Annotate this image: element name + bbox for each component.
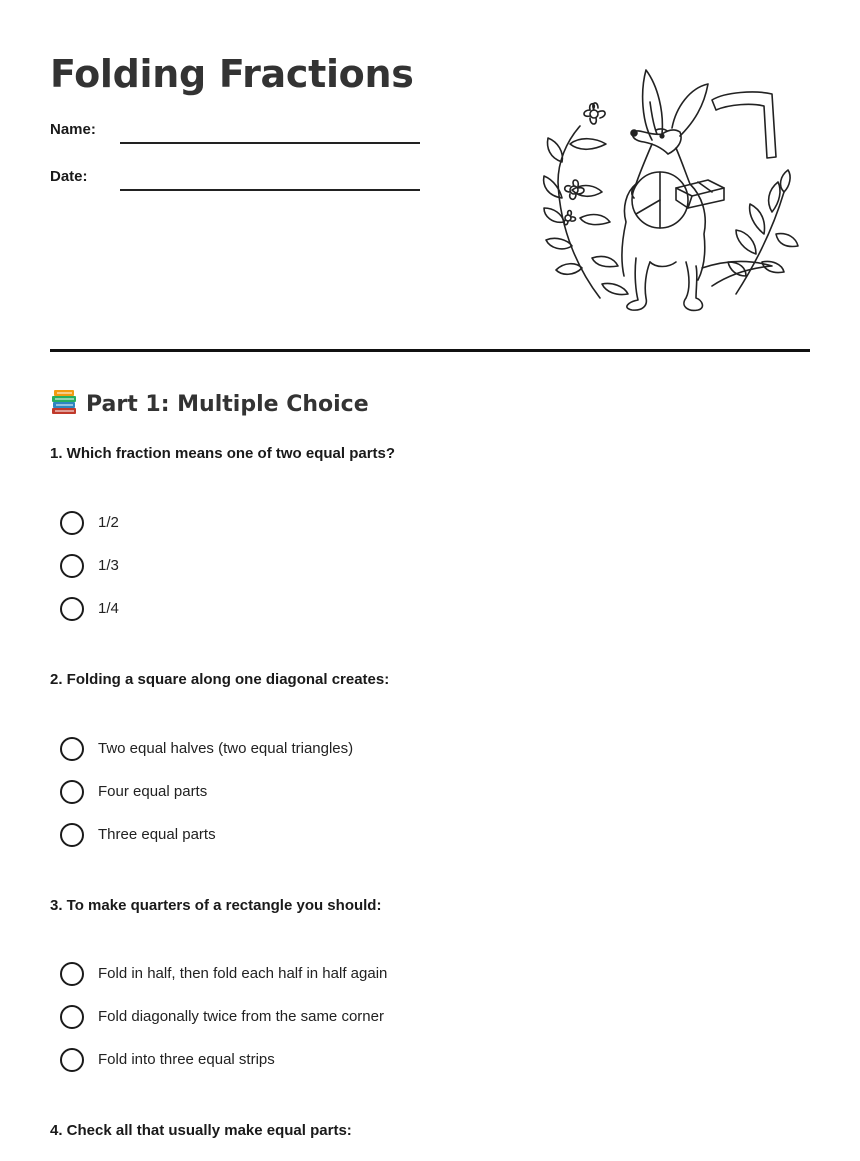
option-label: Fold into three equal strips — [98, 1051, 275, 1068]
date-label: Date: — [50, 168, 88, 185]
radio-button[interactable] — [60, 780, 84, 804]
answer-option[interactable] — [60, 511, 560, 537]
option-label: 1/2 — [98, 514, 119, 531]
answer-option[interactable] — [60, 780, 560, 806]
option-label: Three equal parts — [98, 826, 216, 843]
option-label: Two equal halves (two equal triangles) — [98, 740, 354, 757]
answer-option[interactable] — [60, 737, 560, 763]
question-text: 4. Check all that usually make equal parts: — [50, 1122, 352, 1139]
radio-button[interactable] — [60, 597, 84, 621]
question-2 — [50, 670, 810, 850]
radio-button[interactable] — [60, 1048, 84, 1072]
option-label: 1/3 — [98, 557, 119, 574]
name-input-line[interactable] — [120, 142, 420, 144]
kangaroo-with-fraction-circle-icon — [540, 62, 800, 318]
question-3 — [50, 896, 810, 1076]
part1-title — [50, 388, 369, 420]
option-label: 1/4 — [98, 600, 119, 617]
name-label: Name: — [50, 121, 96, 138]
date-field — [50, 167, 422, 197]
question-text: 3. To make quarters of a rectangle you should: — [50, 897, 382, 914]
radio-button[interactable] — [60, 1005, 84, 1029]
radio-button[interactable] — [60, 554, 84, 578]
answer-option[interactable] — [60, 1048, 560, 1074]
header-divider — [50, 349, 810, 352]
answer-option[interactable] — [60, 1005, 560, 1031]
books-icon — [50, 388, 78, 416]
option-label: Fold in half, then fold each half in half again — [98, 965, 388, 982]
question-text: 2. Folding a square along one diagonal creates: — [50, 671, 390, 688]
radio-button[interactable] — [60, 962, 84, 986]
answer-option[interactable] — [60, 962, 560, 988]
answer-option[interactable] — [60, 823, 560, 849]
answer-option[interactable] — [60, 597, 560, 623]
radio-button[interactable] — [60, 511, 84, 535]
question-text: 1. Which fraction means one of two equal parts? — [50, 445, 396, 462]
page-title: Folding Fractions — [50, 52, 414, 96]
part1-title-text: Part 1: Multiple Choice — [86, 392, 369, 417]
answer-option[interactable] — [60, 554, 560, 580]
date-input-line[interactable] — [120, 189, 420, 191]
option-label: Fold diagonally twice from the same corner — [98, 1008, 384, 1025]
radio-button[interactable] — [60, 737, 84, 761]
name-field — [50, 120, 422, 150]
question-4 — [50, 1121, 810, 1145]
option-label: Four equal parts — [98, 783, 208, 800]
radio-button[interactable] — [60, 823, 84, 847]
question-1 — [50, 444, 810, 624]
